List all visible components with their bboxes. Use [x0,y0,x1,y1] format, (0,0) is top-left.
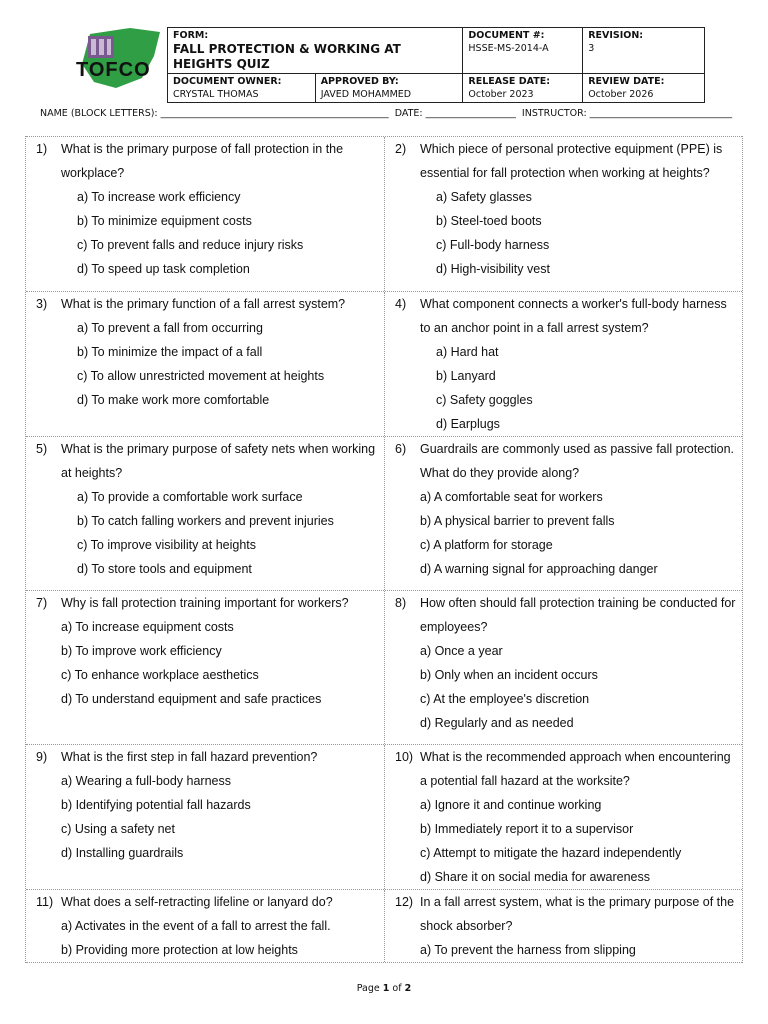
svg-text:TOFCO: TOFCO [76,59,151,81]
question-cell [26,591,384,744]
tofco-logo [72,26,164,92]
question-text: What is the recommended approach when encountering a potential fall hazard at the worksite? [420,750,731,788]
question-number: 1) [36,142,48,156]
answer-option[interactable]: a) To prevent the harness from slipping [420,943,636,957]
question [36,437,378,485]
answer-option[interactable]: b) Only when an incident occurs [420,668,598,682]
answer-option[interactable]: c) Using a safety net [61,822,175,836]
question-cell [384,437,742,590]
question-number: 6) [395,442,407,456]
answer-option[interactable]: d) High-visibility vest [436,262,550,276]
document-number: HSSE-MS-2014-A [468,43,549,54]
answer-option[interactable]: d) To make work more comfortable [77,393,270,407]
answer-option[interactable]: a) To prevent a fall from occurring [77,321,263,335]
question-number: 8) [395,596,407,610]
answer-option[interactable]: a) To increase work efficiency [77,190,241,204]
question-text: What is the first step in fall hazard prevention? [61,750,318,764]
question-cell [384,745,742,889]
question-number: 5) [36,442,48,456]
question-cell [384,137,742,291]
instructor-field[interactable]: INSTRUCTOR: ______________________________ [521,108,733,119]
answer-option[interactable]: c) Safety goggles [436,393,533,407]
question [395,890,736,938]
answer-option[interactable]: b) To minimize the impact of a fall [77,345,263,359]
answer-option[interactable]: b) Lanyard [436,369,496,383]
answer-option[interactable]: c) Full-body harness [436,238,550,252]
question-text: What is the primary purpose of fall protection in the workplace? [61,142,344,180]
revision-label: REVISION: [588,30,644,41]
question-text: What does a self-retracting lifeline or lanyard do? [61,895,333,909]
question [395,745,736,793]
question-text: In a fall arrest system, what is the primary purpose of the shock absorber? [420,895,735,933]
question-number: 3) [36,297,48,311]
document-number-label: DOCUMENT #: [468,30,545,41]
answer-option[interactable]: c) To prevent falls and reduce injury risks [77,238,304,252]
answer-option[interactable]: b) A physical barrier to prevent falls [420,514,615,528]
question-number: 12) [395,895,414,909]
revision-value: 3 [588,43,595,54]
question-number: 4) [395,297,407,311]
answer-option[interactable]: a) Ignore it and continue working [420,798,602,812]
answer-option[interactable]: d) Earplugs [436,417,500,431]
question-cell [26,437,384,590]
answer-option[interactable]: d) To store tools and equipment [77,562,252,576]
question [395,591,736,639]
page-word: Page [356,983,380,994]
answer-option[interactable]: a) To increase equipment costs [61,620,234,634]
question-cell [384,292,742,436]
question-text: Guardrails are commonly used as passive fall protection. What do they provide along? [420,442,735,480]
question-row [26,291,742,436]
answer-option[interactable]: d) Share it on social media for awareness [420,870,650,884]
page-footer [0,983,768,994]
answer-option[interactable]: d) Installing guardrails [61,846,184,860]
answer-option[interactable]: c) Attempt to mitigate the hazard independently [420,846,682,860]
answer-option[interactable]: a) Safety glasses [436,190,532,204]
name-field[interactable]: NAME (BLOCK LETTERS): ________________________________________________ [40,108,389,119]
answer-option[interactable]: c) To improve visibility at heights [77,538,257,552]
question [395,437,736,485]
question-text: How often should fall protection training be conducted for employees? [420,596,736,634]
answer-option[interactable]: b) To minimize equipment costs [77,214,252,228]
release-date-label: RELEASE DATE: [468,76,550,87]
question [36,591,378,615]
question-text: What is the primary purpose of safety nets when working at heights? [61,442,376,480]
question-row [26,136,742,291]
question [36,890,378,914]
question-row [26,744,742,889]
review-date: October 2026 [588,89,654,100]
question-text: What is the primary function of a fall arrest system? [61,297,346,311]
question [36,292,378,316]
answer-option[interactable]: d) Regularly and as needed [420,716,574,730]
answer-option[interactable]: c) To enhance workplace aesthetics [61,668,259,682]
page-total: 2 [404,983,412,994]
question [395,292,736,340]
question-row [26,436,742,590]
answer-option[interactable]: d) A warning signal for approaching danger [420,562,658,576]
question-cell [26,292,384,436]
form-label: FORM: [173,30,209,41]
question-number: 11) [36,895,54,909]
answer-option[interactable]: a) A comfortable seat for workers [420,490,603,504]
question-text: Why is fall protection training important for workers? [61,596,349,610]
question-number: 2) [395,142,407,156]
question-number: 9) [36,750,48,764]
document-header-table [167,27,705,103]
question-number: 10) [395,750,414,764]
document-owner: CRYSTAL THOMAS [173,89,259,100]
answer-option[interactable]: b) To catch falling workers and prevent injuries [77,514,334,528]
release-date: October 2023 [468,89,534,100]
answer-option[interactable]: b) Steel-toed boots [436,214,542,228]
answer-option[interactable]: a) Once a year [420,644,503,658]
question-cell [26,890,384,962]
student-info-line [40,108,740,119]
answer-option[interactable]: a) Wearing a full-body harness [61,774,231,788]
question-text: What component connects a worker's full-body harness to an anchor point in a fall arrest system? [420,297,727,335]
answer-option[interactable]: c) To allow unrestricted movement at heights [77,369,325,383]
review-date-label: REVIEW DATE: [588,76,665,87]
approved-by: JAVED MOHAMMED [320,89,412,100]
answer-option[interactable]: c) A platform for storage [420,538,553,552]
approved-by-label: APPROVED BY: [320,76,399,87]
answer-option[interactable]: b) Providing more protection at low heights [61,943,298,957]
date-field[interactable]: DATE: ___________________ [394,108,516,119]
answer-option[interactable]: d) To understand equipment and safe practices [61,692,322,706]
form-title: FALL PROTECTION & WORKING AT HEIGHTS QUIZ [173,42,401,71]
question-row [26,590,742,744]
answer-option[interactable]: b) Identifying potential fall hazards [61,798,251,812]
question-number: 7) [36,596,48,610]
question-cell [26,745,384,889]
question [36,745,378,769]
question [36,137,378,185]
answer-option[interactable]: b) To improve work efficiency [61,644,222,658]
answer-option[interactable]: a) Activates in the event of a fall to arrest the fall. [61,919,331,933]
answer-option[interactable]: a) Hard hat [436,345,499,359]
question-grid [25,136,743,963]
question-cell [384,890,742,962]
answer-option[interactable]: d) To speed up task completion [77,262,250,276]
document-owner-label: DOCUMENT OWNER: [173,76,282,87]
answer-option[interactable]: a) To provide a comfortable work surface [77,490,303,504]
page-number: 1 [382,983,390,994]
question-cell [384,591,742,744]
question [395,137,736,185]
of-word: of [392,983,402,994]
answer-option[interactable]: c) At the employee's discretion [420,692,590,706]
answer-option[interactable]: b) Immediately report it to a supervisor [420,822,634,836]
question-row [26,889,742,963]
question-cell [26,137,384,291]
question-text: Which piece of personal protective equipment (PPE) is essential for fall protection when working at heights? [420,142,723,180]
